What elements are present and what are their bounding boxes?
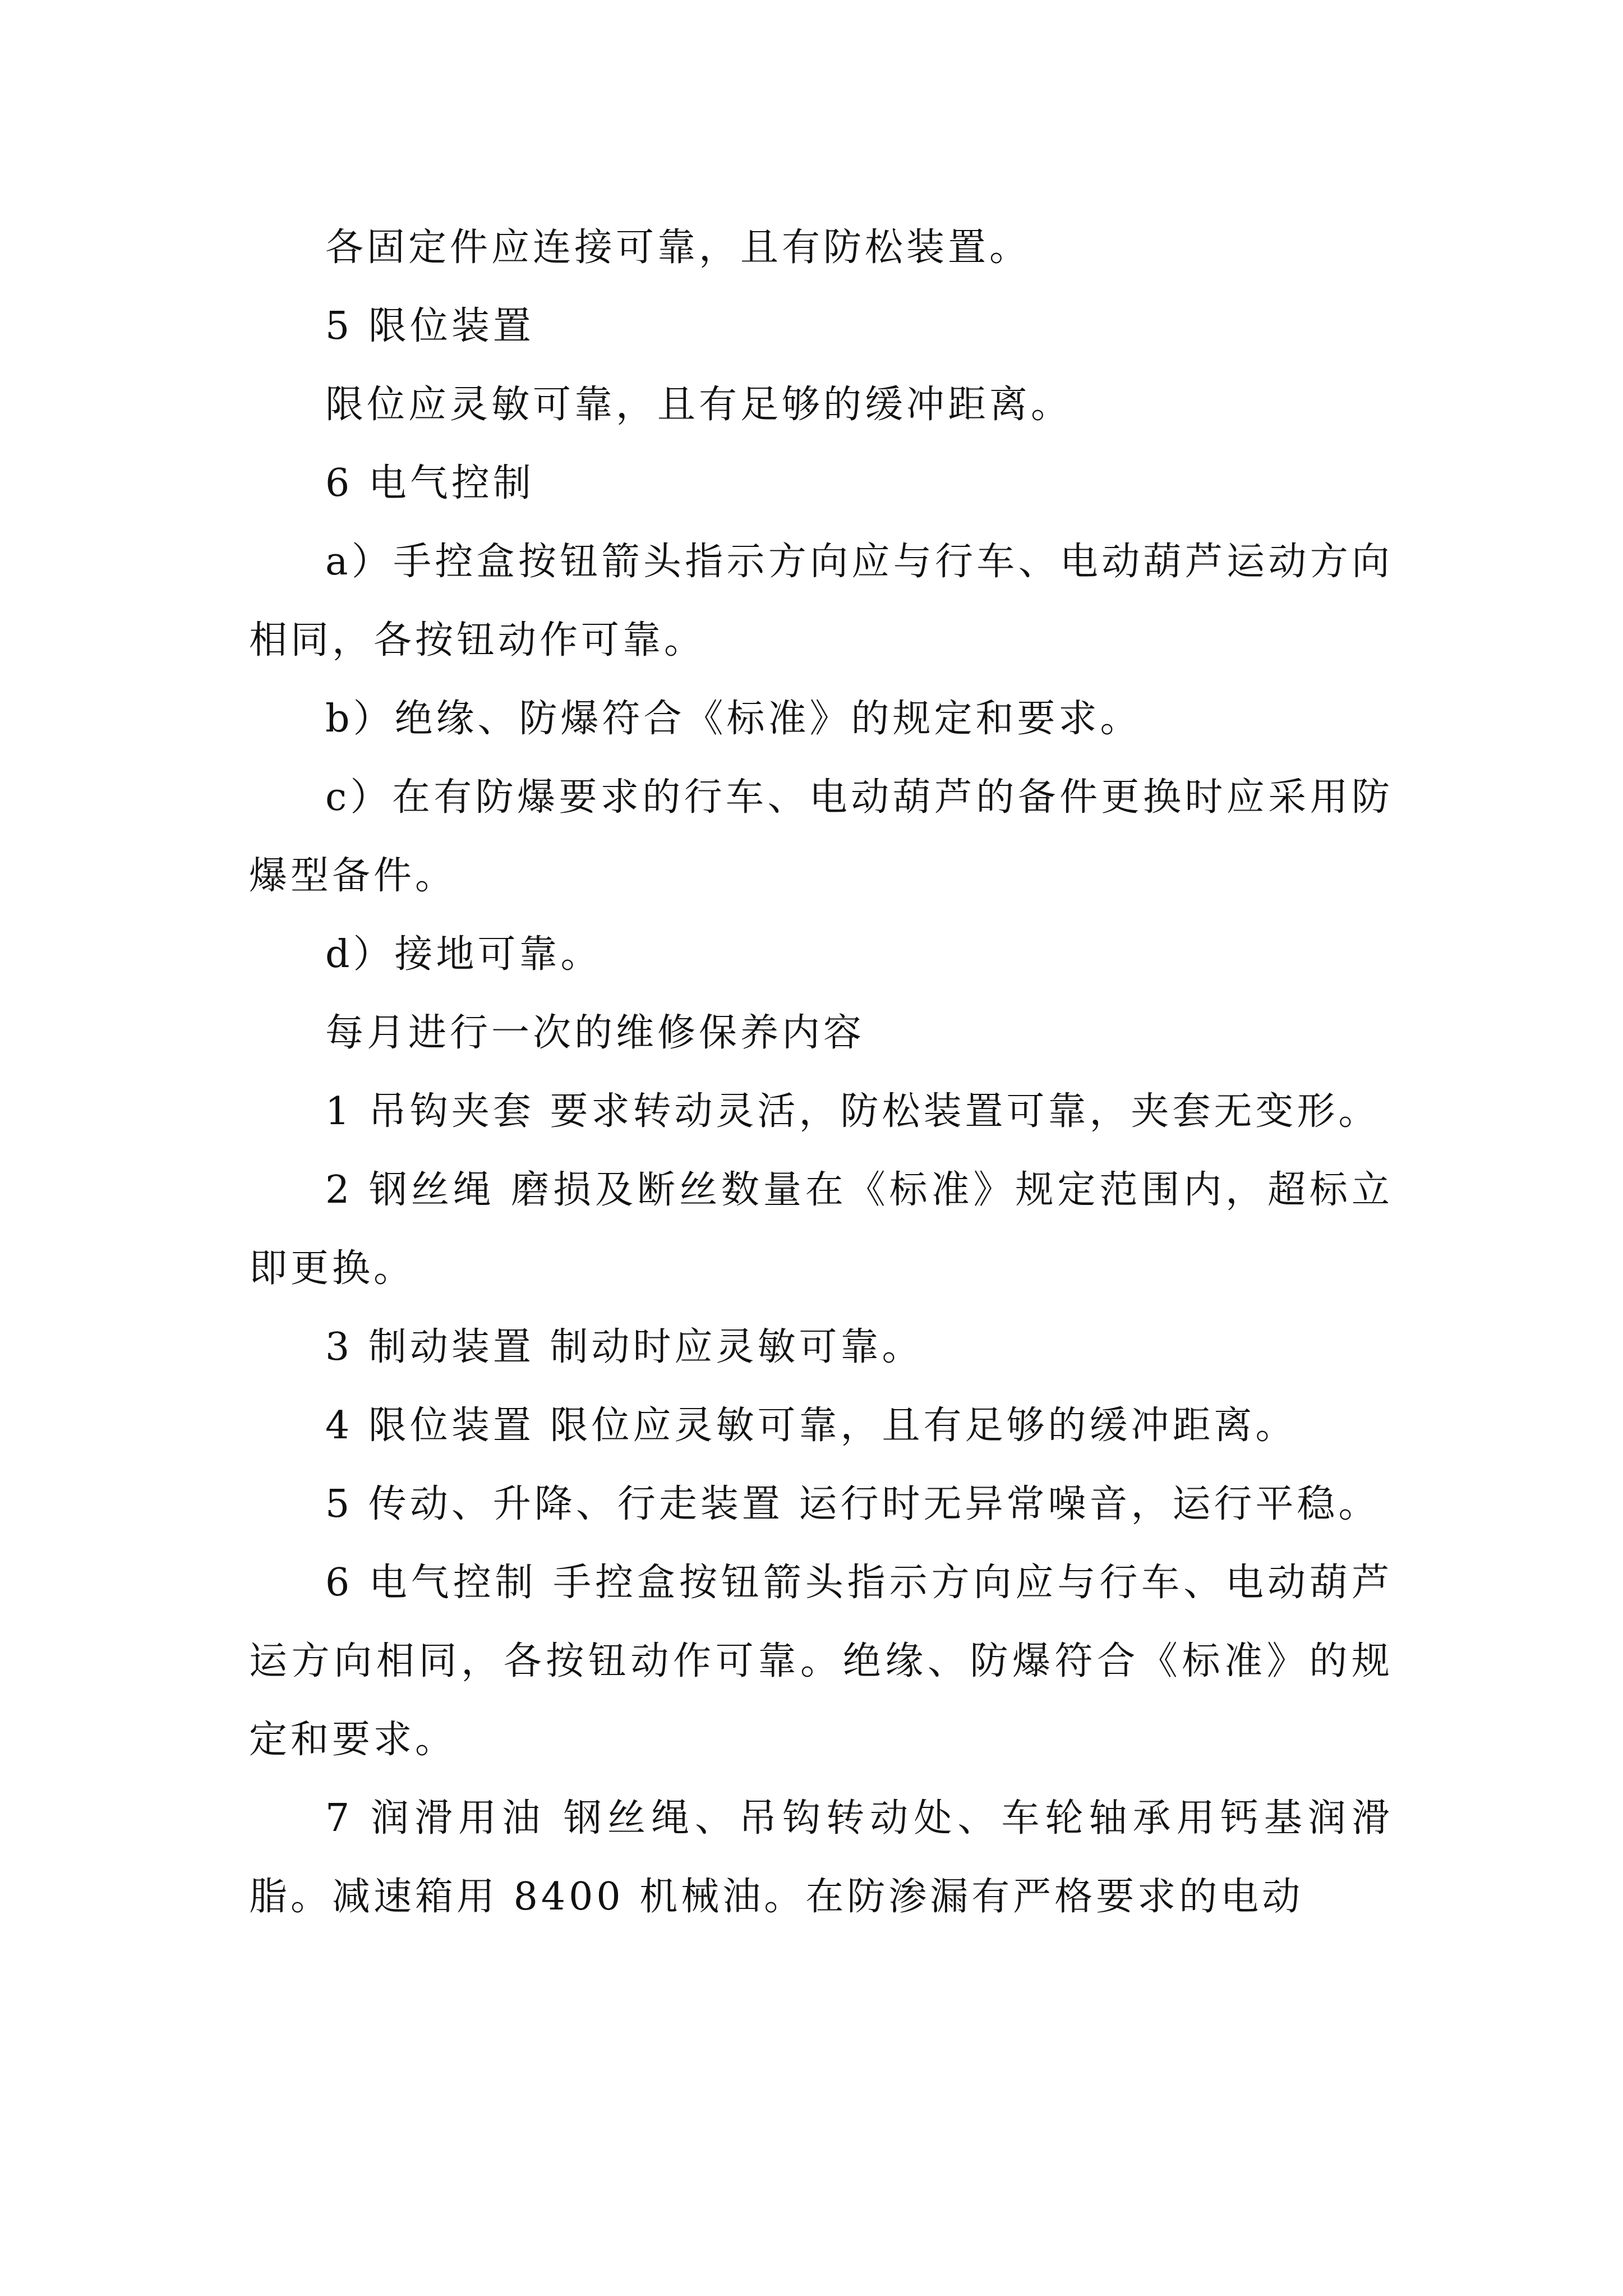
maintenance-item-1: 1 吊钩夹套 要求转动灵活，防松装置可靠，夹套无变形。: [325, 1089, 1380, 1134]
list-item-d: d）接地可靠。: [325, 932, 602, 977]
list-item-a: a）手控盒按钮箭头指示方向应与行车、电动葫芦运动方向相同，各按钮动作可靠。: [249, 540, 1393, 662]
document-body: [249, 209, 1393, 1936]
paragraph-limit-device: 限位应灵敏可靠，且有足够的缓冲距离。: [325, 383, 1073, 427]
list-item-b: b）绝缘、防爆符合《标准》的规定和要求。: [325, 697, 1142, 741]
heading-monthly-maintenance: 每月进行一次的维修保养内容: [325, 1011, 865, 1055]
maintenance-item-7: 7 润滑用油 钢丝绳、吊钩转动处、车轮轴承用钙基润滑脂。减速箱用 8400 机械油。在防渗漏有严格要求的电动: [249, 1796, 1393, 1919]
heading-electrical-control: 6 电气控制: [325, 461, 534, 505]
paragraph-fasteners: 各固定件应连接可靠，且有防松装置。: [325, 226, 1031, 270]
maintenance-item-6: 6 电气控制 手控盒按钮箭头指示方向应与行车、电动葫芦运方向相同，各按钮动作可靠。绝缘、防爆符合《标准》的规定和要求。: [249, 1561, 1393, 1762]
maintenance-item-2: 2 钢丝绳 磨损及断丝数量在《标准》规定范围内，超标立即更换。: [249, 1168, 1393, 1291]
maintenance-item-5: 5 传动、升降、行走装置 运行时无异常噪音，运行平稳。: [325, 1482, 1380, 1526]
heading-limit-device: 5 限位装置: [325, 304, 534, 348]
maintenance-item-3: 3 制动装置 制动时应灵敏可靠。: [325, 1325, 924, 1369]
maintenance-item-4: 4 限位装置 限位应灵敏可靠，且有足够的缓冲距离。: [325, 1404, 1297, 1448]
list-item-c: c）在有防爆要求的行车、电动葫芦的备件更换时应采用防爆型备件。: [249, 775, 1393, 898]
